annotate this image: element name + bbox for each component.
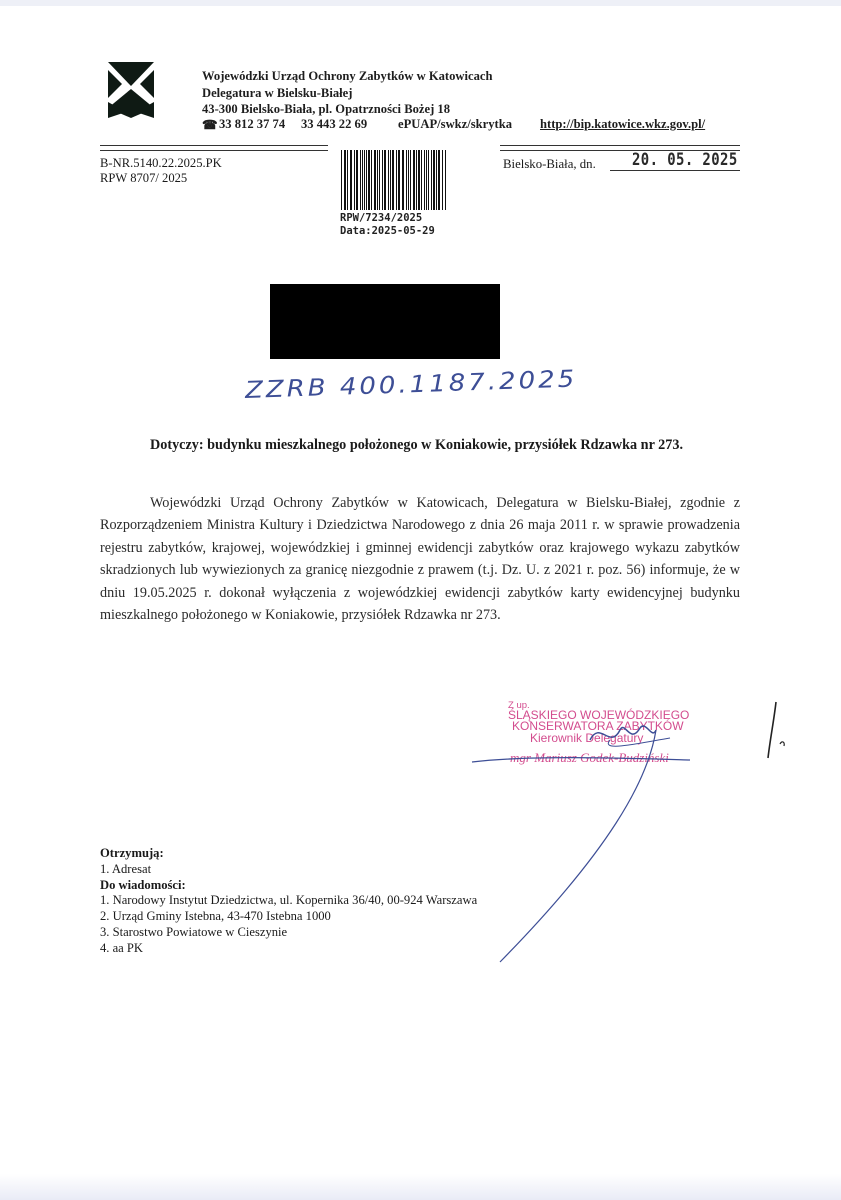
info-heading: Do wiadomości:: [100, 877, 186, 892]
barcode-bar: [392, 150, 394, 210]
barcode-bar: [408, 150, 409, 210]
barcode-bar: [426, 150, 427, 210]
barcode-bar: [413, 150, 415, 210]
barcode-bar: [379, 150, 380, 210]
barcode-bar: [374, 150, 376, 210]
receive-item-1: 1. Adresat: [100, 861, 152, 876]
barcode-bar: [421, 150, 422, 210]
barcode-bar: [442, 150, 443, 210]
barcode-bar: [384, 150, 386, 210]
phone-icon: ☎: [202, 118, 218, 132]
stamp-line-3: KONSERWATORA ZABYTKÓW: [512, 719, 684, 733]
handwritten-initials: [762, 700, 792, 760]
org-line-3: 43-300 Bielsko-Biała, pl. Opatrzności Bożej 18: [202, 102, 451, 116]
barcode-bar: [402, 150, 404, 210]
barcode-text: [340, 212, 435, 238]
date-label: Bielsko-Biała, dn.: [503, 157, 596, 171]
barcode-bar: [396, 150, 397, 210]
stamp-line-5: mgr Mariusz Godek-Budziński: [510, 750, 669, 765]
case-number: B-NR.5140.22.2025.PK: [100, 156, 222, 170]
info-item-3: 3. Starostwo Powiatowe w Cieszynie: [100, 924, 288, 939]
info-item-2: 2. Urząd Gminy Istebna, 43-470 Istebna 1000: [100, 909, 331, 924]
info-item-1: 1. Narodowy Instytut Dziedzictwa, ul. Kopernika 36/40, 00-924 Warszawa: [100, 893, 478, 908]
header-rule-left-1: [100, 145, 328, 146]
barcode-bar: [424, 150, 425, 210]
subject-line: Dotyczy: budynku mieszkalnego położonego w Koniakowie, przysiółek Rdzawka nr 273.: [150, 437, 683, 453]
date-underline: [610, 170, 740, 171]
barcode-bar: [382, 150, 383, 210]
rpw-number: RPW 8707/ 2025: [100, 170, 188, 185]
barcode-bar: [418, 150, 420, 210]
barcode-bar: [398, 150, 400, 210]
barcode-bar: [377, 150, 378, 210]
barcode-bar: [388, 150, 389, 210]
epuap-address: ePUAP/swkz/skrytka: [398, 117, 513, 131]
stamp-line-4: Kierownik Delegatury: [530, 731, 644, 745]
org-line-2: Delegatura w Bielsku-Białej: [202, 85, 353, 100]
barcode-bar: [428, 150, 429, 210]
barcode-bar: [366, 150, 367, 210]
barcode-bar: [362, 150, 363, 210]
barcode-bar: [436, 150, 437, 210]
barcode-bar: [360, 150, 361, 210]
barcode-bar: [416, 150, 417, 210]
receive-heading: Otrzymują:: [100, 846, 164, 860]
barcode-bar: [410, 150, 411, 210]
barcode-bar: [371, 150, 372, 210]
barcode: [340, 150, 450, 210]
phone-number-1: 33 812 37 74: [219, 117, 286, 131]
date-stamp: 20. 05. 2025: [632, 150, 738, 170]
barcode-bar: [431, 150, 432, 210]
barcode-rpw: RPW/7234/2025: [340, 212, 423, 224]
header-rule-left-2: [100, 150, 328, 151]
page-edge-top: [0, 0, 841, 6]
page-edge-bottom: [0, 1174, 841, 1200]
barcode-bar: [433, 150, 435, 210]
header-rule-right-1: [500, 145, 740, 146]
org-line-1: Wojewódzki Urząd Ochrony Zabytków w Katowicach: [202, 69, 493, 83]
reference-block: [100, 156, 222, 185]
redacted-address: [270, 284, 500, 359]
barcode-bar: [406, 150, 407, 210]
stamp-line-2: ŚLĄSKIEGO WOJEWÓDZKIEGO: [508, 708, 690, 722]
barcode-bar: [354, 150, 355, 210]
phone-number-2: 33 443 22 69: [301, 117, 368, 131]
barcode-bar: [445, 150, 446, 210]
barcode-bar: [347, 150, 348, 210]
header-organization: [202, 68, 492, 118]
stamp-line-1: Z up.: [508, 700, 530, 711]
barcode-bar: [341, 150, 342, 210]
barcode-bar: [344, 150, 346, 210]
official-stamp: [498, 700, 708, 772]
barcode-bar: [390, 150, 391, 210]
barcode-date: Data:2025-05-29: [340, 225, 435, 237]
bip-link[interactable]: http://bip.katowice.wkz.gov.pl/: [540, 117, 706, 131]
info-item-4: 4. aa PK: [100, 940, 144, 955]
barcode-bar: [438, 150, 440, 210]
logo-emblem: [108, 62, 154, 118]
barcode-bar: [364, 150, 365, 210]
barcode-bar: [368, 150, 370, 210]
barcode-bar: [350, 150, 352, 210]
body-paragraph: Wojewódzki Urząd Ochrony Zabytków w Katowicach, Delegatura w Bielsku-Białej, zgodnie z Rozporządzeniem Ministra Kultury i Dziedzictwa Narodowego z dnia 26 maja 2011 r. w sprawie prowadzenia rejestru zabytków, krajowej, wojewódzkiej i gminnej ewidencji zabytków oraz krajowego wykazu zabytków skradzionych lub wywiezionych za granicę niezgodnie z prawem (t.j. Dz. U. z 2021 r. poz. 56) informuje, że w dniu 19.05.2025 r. dokonał wyłączenia z wojewódzkiej ewidencji zabytków karty ewidencyjnej budynku mieszkalnego położonego w Koniakowie, przysiółek Rdzawka nr 273.: [100, 495, 740, 624]
recipients-list: [100, 846, 477, 957]
barcode-bar: [356, 150, 358, 210]
handwritten-note: ZZRB 400.1187.2025: [244, 365, 578, 405]
